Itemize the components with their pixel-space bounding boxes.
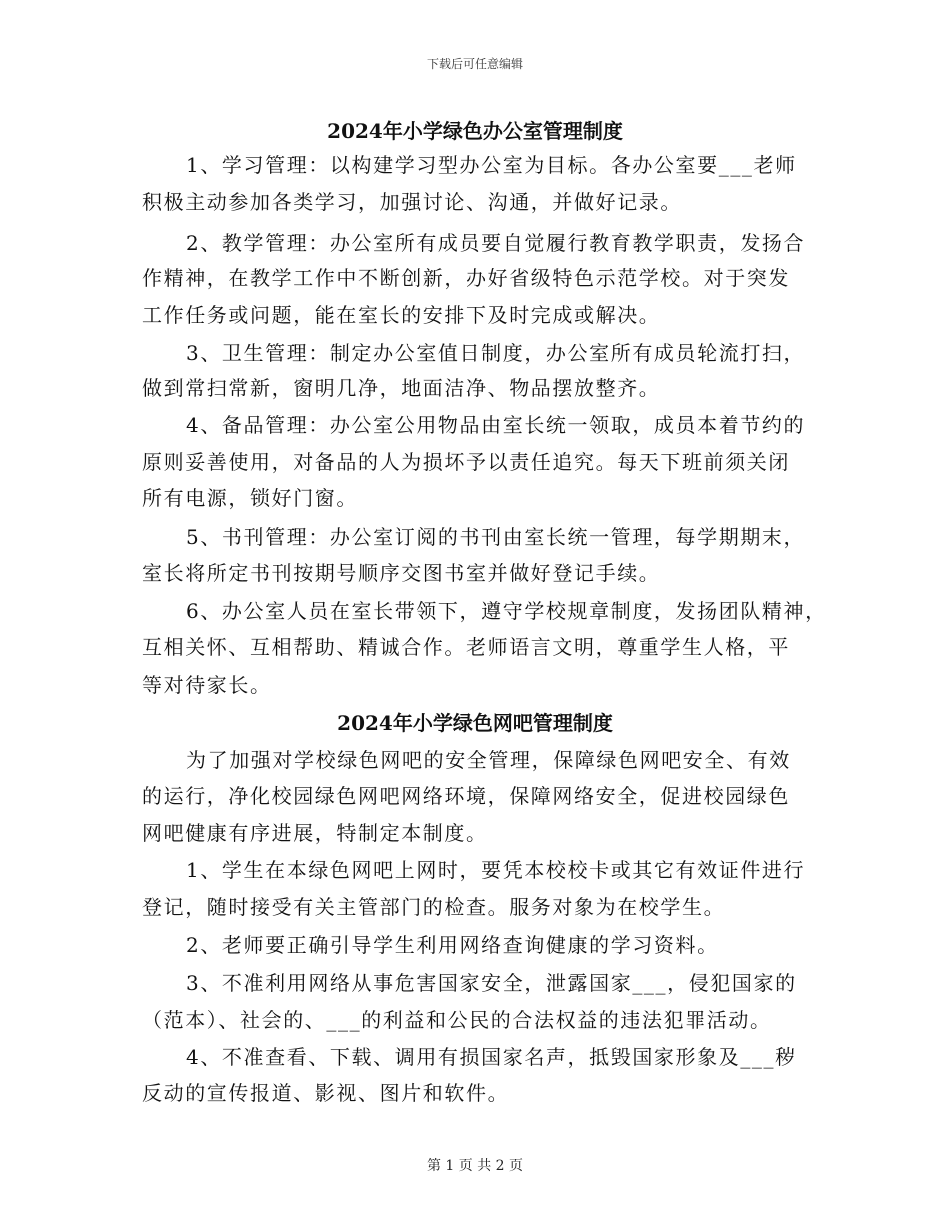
paragraph-line: 网吧健康有序进展，特制定本制度。 [142, 821, 488, 845]
paragraph-line: 原则妥善使用，对备品的人为损坏予以责任追究。每天下班前须关闭 [142, 450, 790, 474]
paragraph-line: 2、教学管理：办公室所有成员要自觉履行教育教学职责，发扬合 [186, 231, 806, 255]
paragraph-line: 等对待家长。 [142, 673, 272, 697]
paragraph-line: 室长将所定书刊按期号顺序交图书室并做好登记手续。 [142, 561, 661, 585]
paragraph-line: 登记，随时接受有关主管部门的检查。服务对象为在校学生。 [142, 895, 726, 919]
paragraph-line: 作精神，在教学工作中不断创新，办好省级特色示范学校。对于突发 [142, 266, 790, 290]
document-title-netcafe: 2024年小学绿色网吧管理制度 [337, 711, 613, 735]
paragraph-line: 的运行，净化校园绿色网吧网络环境，保障网络安全，促进校园绿色 [142, 784, 790, 808]
paragraph-line: 1、学习管理：以构建学习型办公室为目标。各办公室要___老师 [186, 153, 797, 177]
paragraph-line: 积极主动参加各类学习，加强讨论、沟通，并做好记录。 [142, 190, 682, 214]
paragraph-line: 3、不准利用网络从事危害国家安全，泄露国家___，侵犯国家的 [186, 971, 797, 995]
paragraph-line: 为了加强对学校绿色网吧的安全管理，保障绿色网吧安全、有效 [186, 748, 791, 772]
paragraph-line: 3、卫生管理：制定办公室值日制度，办公室所有成员轮流打扫， [186, 341, 806, 365]
paragraph-line: 6、办公室人员在室长带领下，遵守学校规章制度，发扬团队精神， [186, 599, 827, 623]
paragraph-line: 2、老师要正确引导学生利用网络查询健康的学习资料。 [186, 933, 719, 957]
paragraph-line: 反动的宣传报道、影视、图片和软件。 [142, 1081, 510, 1105]
paragraph-line: 4、备品管理：办公室公用物品由室长统一领取，成员本着节约的 [186, 413, 806, 437]
paragraph-line: 工作任务或问题，能在室长的安排下及时完成或解决。 [142, 303, 661, 327]
page-number-footer: 第 1 页 共 2 页 [426, 1158, 524, 1174]
paragraph-line: 互相关怀、互相帮助、精诚合作。老师语言文明，尊重学生人格，平 [142, 635, 790, 659]
paragraph-line: 所有电源，锁好门窗。 [142, 486, 358, 510]
paragraph-line: 4、不准查看、下载、调用有损国家名声，抵毁国家形象及___秽 [186, 1045, 797, 1069]
paragraph-line: 做到常扫常新，窗明几净，地面洁净、物品摆放整齐。 [142, 376, 661, 400]
page-header-note: 下载后可任意编辑 [426, 57, 523, 71]
document-title-office: 2024年小学绿色办公室管理制度 [327, 119, 623, 143]
paragraph-line: 1、学生在本绿色网吧上网时，要凭本校校卡或其它有效证件进行 [186, 858, 806, 882]
paragraph-line: 5、书刊管理：办公室订阅的书刊由室长统一管理，每学期期末， [186, 525, 806, 549]
paragraph-line: （范本）、社会的、___的利益和公民的合法权益的违法犯罪活动。 [142, 1008, 772, 1032]
